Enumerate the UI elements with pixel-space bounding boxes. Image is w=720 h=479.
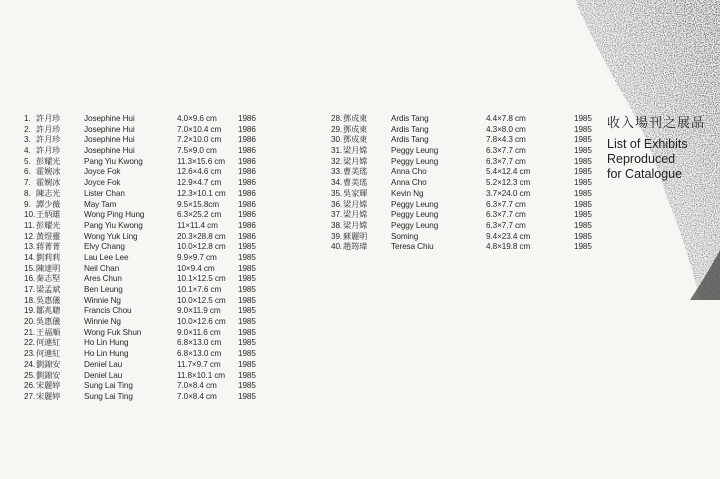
exhibit-row	[331, 167, 604, 178]
exhibit-year: 1985	[574, 220, 592, 230]
exhibit-year: 1986	[238, 114, 256, 123]
exhibit-size: 7.0×10.4 cm	[177, 124, 222, 134]
exhibit-row	[331, 221, 604, 232]
exhibit-year: 1985	[238, 317, 256, 327]
exhibit-year: 1985	[238, 370, 256, 380]
exhibit-number: 19.	[24, 306, 36, 316]
artist-english-name: Neil Chan	[84, 263, 120, 273]
exhibit-row	[331, 178, 604, 189]
exhibit-year: 1985	[238, 381, 256, 391]
artist-english-name: Deniel Lau	[84, 370, 123, 380]
exhibit-number: 38.	[331, 220, 343, 230]
exhibit-number: 8.	[24, 188, 31, 198]
exhibit-number: 22.	[24, 338, 36, 348]
artist-chinese-name: 許月珍	[36, 114, 61, 123]
exhibit-row	[24, 178, 268, 189]
exhibit-year: 1985	[238, 306, 256, 316]
exhibit-size: 6.8×13.0 cm	[177, 349, 222, 359]
exhibit-size: 6.3×25.2 cm	[177, 210, 222, 220]
exhibit-size: 10.1×7.6 cm	[177, 285, 222, 294]
exhibit-number: 10.	[24, 210, 36, 220]
artist-chinese-name: 許月珍	[36, 146, 61, 156]
artist-chinese-name: 曹美瑤	[343, 178, 368, 188]
exhibit-row	[331, 135, 604, 146]
exhibit-year: 1985	[238, 338, 256, 348]
artist-chinese-name: 曹美瑤	[343, 167, 368, 177]
artist-chinese-name: 吳家輝	[343, 188, 368, 198]
exhibit-year: 1985	[238, 263, 256, 273]
exhibit-row	[24, 167, 268, 178]
exhibit-year: 1986	[238, 220, 256, 230]
exhibit-row	[331, 232, 604, 243]
exhibit-number: 18.	[24, 295, 36, 305]
exhibit-number: 37.	[331, 210, 343, 220]
exhibit-size: 3.7×24.0 cm	[486, 188, 531, 198]
artist-chinese-name: 霍婉冰	[36, 167, 61, 177]
exhibit-row	[24, 317, 268, 328]
exhibit-number: 17.	[24, 285, 36, 294]
exhibit-row	[331, 242, 604, 253]
exhibit-size: 4.3×8.0 cm	[486, 124, 526, 134]
artist-english-name: Wong Fuk Shun	[84, 327, 142, 337]
exhibit-year: 1986	[238, 124, 256, 134]
exhibit-number: 26.	[24, 381, 36, 391]
artist-english-name: Ardis Tang	[391, 124, 429, 134]
exhibit-size: 10×9.4 cm	[177, 263, 215, 273]
title-english-line-2: Reproduced	[607, 152, 676, 166]
exhibit-year: 1985	[238, 252, 256, 262]
artist-english-name: Anna Cho	[391, 167, 427, 177]
exhibit-year: 1986	[238, 210, 256, 220]
artist-chinese-name: 黃煜靈	[36, 231, 61, 241]
exhibit-number: 7.	[24, 178, 31, 188]
exhibit-size: 11×11.4 cm	[177, 220, 218, 230]
exhibit-row	[24, 274, 268, 285]
exhibit-row	[331, 189, 604, 200]
exhibit-year: 1985	[238, 359, 256, 369]
artist-chinese-name: 陳志光	[36, 188, 61, 198]
exhibit-number: 11.	[24, 220, 35, 230]
artist-chinese-name: 何連紅	[36, 338, 61, 348]
exhibit-row	[331, 200, 604, 211]
exhibit-year: 1985	[574, 188, 592, 198]
exhibit-number: 3.	[24, 135, 31, 145]
exhibit-number: 29.	[331, 124, 343, 134]
exhibit-year: 1985	[238, 285, 256, 294]
artist-english-name: Pang Yiu Kwong	[84, 156, 143, 166]
exhibit-year: 1985	[574, 114, 592, 123]
exhibit-number: 36.	[331, 199, 343, 209]
exhibit-year: 1985	[574, 146, 592, 156]
artist-english-name: Peggy Leung	[391, 199, 439, 209]
exhibit-number: 30.	[331, 135, 343, 145]
artist-english-name: Wong Yuk Ling	[84, 231, 138, 241]
artist-english-name: Peggy Leung	[391, 210, 439, 220]
exhibit-size: 7.8×4.3 cm	[486, 135, 526, 145]
exhibit-row	[24, 210, 268, 221]
exhibit-number: 13.	[24, 242, 36, 252]
exhibit-number: 15.	[24, 263, 36, 273]
exhibit-size: 7.5×9.0 cm	[177, 146, 217, 156]
artist-english-name: Lister Chan	[84, 188, 125, 198]
exhibit-size: 11.8×10.1 cm	[177, 370, 226, 380]
exhibit-size: 4.4×7.8 cm	[486, 114, 526, 123]
artist-chinese-name: 彭耀光	[36, 156, 61, 166]
exhibit-row	[24, 296, 268, 307]
title-english-line-3: for Catalogue	[607, 167, 683, 181]
exhibit-size: 5.2×12.3 cm	[486, 178, 531, 188]
artist-chinese-name: 鄒兆聰	[36, 306, 61, 316]
exhibit-row	[331, 157, 604, 168]
exhibit-year: 1986	[238, 167, 256, 177]
artist-english-name: Peggy Leung	[391, 220, 439, 230]
exhibit-row	[24, 285, 268, 296]
exhibit-row	[24, 306, 268, 317]
exhibit-row	[24, 146, 268, 157]
artist-chinese-name: 劉錦安	[36, 370, 61, 380]
exhibit-size: 6.3×7.7 cm	[486, 210, 526, 220]
artist-chinese-name: 宋麗婷	[36, 381, 61, 391]
artist-chinese-name: 梁月嫦	[343, 146, 368, 156]
artist-chinese-name: 梁孟斌	[36, 285, 61, 294]
artist-english-name: Sung Lai Ting	[84, 391, 133, 401]
exhibit-number: 23.	[24, 349, 36, 359]
exhibit-row	[24, 114, 268, 125]
artist-english-name: Josephine Hui	[84, 114, 135, 123]
exhibit-row	[24, 381, 268, 392]
artist-english-name: Kevin Ng	[391, 188, 424, 198]
artist-chinese-name: 王福順	[36, 327, 61, 337]
artist-chinese-name: 譚少薇	[36, 199, 61, 209]
exhibit-number: 34.	[331, 178, 343, 188]
exhibit-row	[24, 338, 268, 349]
exhibit-row	[24, 392, 268, 403]
artist-english-name: Joyce Fok	[84, 178, 121, 188]
exhibit-size: 5.4×12.4 cm	[486, 167, 531, 177]
exhibit-row	[24, 328, 268, 339]
exhibit-year: 1985	[238, 274, 256, 284]
artist-english-name: Teresa Chiu	[391, 242, 434, 252]
exhibit-size: 7.2×10.0 cm	[177, 135, 222, 145]
exhibit-row	[24, 371, 268, 382]
exhibit-size: 9.0×11.6 cm	[177, 327, 221, 337]
exhibit-row	[24, 349, 268, 360]
exhibit-year: 1985	[238, 349, 256, 359]
exhibit-number: 32.	[331, 156, 343, 166]
exhibit-year: 1986	[238, 178, 256, 188]
artist-english-name: Josephine Hui	[84, 124, 135, 134]
exhibit-row	[331, 114, 604, 125]
exhibit-size: 11.3×15.6 cm	[177, 156, 226, 166]
artist-chinese-name: 秦志堅	[36, 274, 61, 284]
artist-chinese-name: 鄧成東	[343, 124, 368, 134]
exhibit-row	[24, 135, 268, 146]
exhibit-number: 2.	[24, 124, 31, 134]
exhibit-row	[331, 210, 604, 221]
artist-english-name: Winnie Ng	[84, 295, 121, 305]
exhibit-size: 12.6×4.6 cm	[177, 167, 222, 177]
exhibit-row	[24, 242, 268, 253]
exhibit-row	[24, 200, 268, 211]
title-chinese: 收入場刊之展品	[607, 116, 706, 131]
exhibit-number: 1.	[24, 114, 31, 123]
artist-english-name: Ben Leung	[84, 285, 123, 294]
artist-english-name: Soming	[391, 231, 419, 241]
artist-english-name: Peggy Leung	[391, 146, 439, 156]
artist-chinese-name: 劉莉莉	[36, 252, 61, 262]
exhibit-size: 7.0×8.4 cm	[177, 381, 217, 391]
exhibit-year: 1986	[238, 199, 256, 209]
exhibit-size: 6.3×7.7 cm	[486, 156, 526, 166]
exhibit-row	[331, 125, 604, 136]
exhibit-size: 20.3×28.8 cm	[177, 231, 226, 241]
exhibit-number: 6.	[24, 167, 31, 177]
title-english-line-1: List of Exhibits	[607, 137, 688, 151]
artist-english-name: Francis Chou	[84, 306, 132, 316]
exhibit-year: 1985	[238, 327, 256, 337]
exhibit-size: 4.8×19.8 cm	[486, 242, 531, 252]
exhibit-number: 4.	[24, 146, 31, 156]
artist-english-name: Josephine Hui	[84, 135, 135, 145]
artist-chinese-name: 梁月嫦	[343, 220, 368, 230]
exhibit-size: 10.0×12.8 cm	[177, 242, 226, 252]
exhibit-number: 12.	[24, 231, 36, 241]
artist-english-name: Anna Cho	[391, 178, 427, 188]
exhibit-size: 12.9×4.7 cm	[177, 178, 222, 188]
artist-english-name: Peggy Leung	[391, 156, 439, 166]
artist-chinese-name: 吳惠儀	[36, 317, 61, 327]
exhibit-number: 5.	[24, 156, 31, 166]
artist-english-name: May Tam	[84, 199, 117, 209]
artist-chinese-name: 許月珍	[36, 124, 61, 134]
exhibit-size: 6.3×7.7 cm	[486, 220, 526, 230]
artist-english-name: Wong Ping Hung	[84, 210, 145, 220]
exhibit-size: 9.5×15.8cm	[177, 199, 220, 209]
exhibit-row	[24, 232, 268, 243]
exhibit-number: 14.	[24, 252, 36, 262]
artist-chinese-name: 許月珍	[36, 135, 61, 145]
artist-chinese-name: 王炳雄	[36, 210, 61, 220]
exhibit-size: 9.4×23.4 cm	[486, 231, 531, 241]
exhibit-row	[24, 253, 268, 264]
exhibit-year: 1986	[238, 188, 256, 198]
exhibit-year: 1985	[574, 210, 592, 220]
exhibit-year: 1985	[574, 167, 592, 177]
exhibit-year: 1985	[238, 391, 256, 401]
exhibit-number: 27.	[24, 391, 36, 401]
artist-chinese-name: 梁月嫦	[343, 199, 368, 209]
exhibit-number: 21.	[24, 327, 36, 337]
exhibit-row	[24, 157, 268, 168]
exhibit-size: 7.0×8.4 cm	[177, 391, 217, 401]
exhibit-year: 1986	[238, 231, 256, 241]
exhibit-number: 9.	[24, 199, 31, 209]
exhibit-list-right	[331, 114, 604, 253]
exhibit-number: 39.	[331, 231, 343, 241]
exhibit-size: 10.1×12.5 cm	[177, 274, 226, 284]
exhibit-number: 40.	[331, 242, 343, 252]
exhibit-row	[24, 189, 268, 200]
artist-english-name: Winnie Ng	[84, 317, 121, 327]
exhibit-year: 1985	[574, 242, 592, 252]
artist-chinese-name: 蔣菁菁	[36, 242, 61, 252]
exhibit-number: 16.	[24, 274, 36, 284]
exhibit-number: 25.	[24, 370, 36, 380]
artist-english-name: Ardis Tang	[391, 135, 429, 145]
exhibit-year: 1985	[238, 295, 256, 305]
artist-chinese-name: 鄧成東	[343, 135, 368, 145]
exhibit-size: 9.9×9.7 cm	[177, 252, 217, 262]
exhibit-number: 35.	[331, 188, 343, 198]
exhibit-year: 1985	[574, 199, 592, 209]
catalogue-title	[607, 112, 717, 182]
artist-english-name: Ho Lin Hung	[84, 349, 129, 359]
exhibit-row	[24, 360, 268, 371]
exhibit-size: 4.0×9.6 cm	[177, 114, 217, 123]
artist-chinese-name: 梁月嫦	[343, 210, 368, 220]
artist-english-name: Pang Yiu Kwong	[84, 220, 143, 230]
artist-chinese-name: 彭耀光	[36, 220, 61, 230]
artist-english-name: Elvy Chang	[84, 242, 125, 252]
artist-english-name: Josephine Hui	[84, 146, 135, 156]
artist-chinese-name: 宋麗婷	[36, 391, 61, 401]
artist-chinese-name: 蘇麗明	[343, 231, 368, 241]
exhibit-row	[331, 146, 604, 157]
exhibit-year: 1985	[574, 178, 592, 188]
exhibit-size: 11.7×9.7 cm	[177, 359, 221, 369]
artist-chinese-name: 霍婉冰	[36, 178, 61, 188]
artist-english-name: Sung Lai Ting	[84, 381, 133, 391]
exhibit-year: 1985	[574, 231, 592, 241]
artist-english-name: Deniel Lau	[84, 359, 123, 369]
exhibit-row	[24, 264, 268, 275]
artist-chinese-name: 趙筠瑋	[343, 242, 368, 252]
artist-english-name: Lau Lee Lee	[84, 252, 129, 262]
artist-english-name: Ares Chun	[84, 274, 122, 284]
artist-chinese-name: 梁月嫦	[343, 156, 368, 166]
exhibit-size: 9.0×11.9 cm	[177, 306, 221, 316]
exhibit-number: 33.	[331, 167, 343, 177]
artist-chinese-name: 鄧成東	[343, 114, 368, 123]
artist-chinese-name: 何連紅	[36, 349, 61, 359]
artist-english-name: Joyce Fok	[84, 167, 121, 177]
exhibit-number: 24.	[24, 359, 36, 369]
artist-english-name: Ho Lin Hung	[84, 338, 129, 348]
exhibit-year: 1985	[574, 156, 592, 166]
artist-chinese-name: 吳惠儀	[36, 295, 61, 305]
exhibit-row	[24, 125, 268, 136]
exhibit-size: 6.3×7.7 cm	[486, 146, 526, 156]
exhibit-year: 1985	[574, 124, 592, 134]
exhibit-size: 10.0×12.5 cm	[177, 295, 226, 305]
exhibit-year: 1985	[574, 135, 592, 145]
artist-english-name: Ardis Tang	[391, 114, 429, 123]
exhibit-year: 1985	[238, 242, 256, 252]
exhibit-row	[24, 221, 268, 232]
exhibit-year: 1986	[238, 135, 256, 145]
exhibit-size: 6.8×13.0 cm	[177, 338, 222, 348]
exhibit-size: 12.3×10.1 cm	[177, 188, 226, 198]
exhibit-year: 1986	[238, 156, 256, 166]
exhibit-number: 28.	[331, 114, 343, 123]
exhibit-year: 1986	[238, 146, 256, 156]
exhibit-size: 10.0×12.6 cm	[177, 317, 226, 327]
artist-chinese-name: 陳達明	[36, 263, 61, 273]
exhibit-number: 31.	[331, 146, 343, 156]
artist-chinese-name: 劉錦安	[36, 359, 61, 369]
exhibit-list-left	[24, 114, 268, 403]
exhibit-size: 6.3×7.7 cm	[486, 199, 526, 209]
exhibit-number: 20.	[24, 317, 36, 327]
